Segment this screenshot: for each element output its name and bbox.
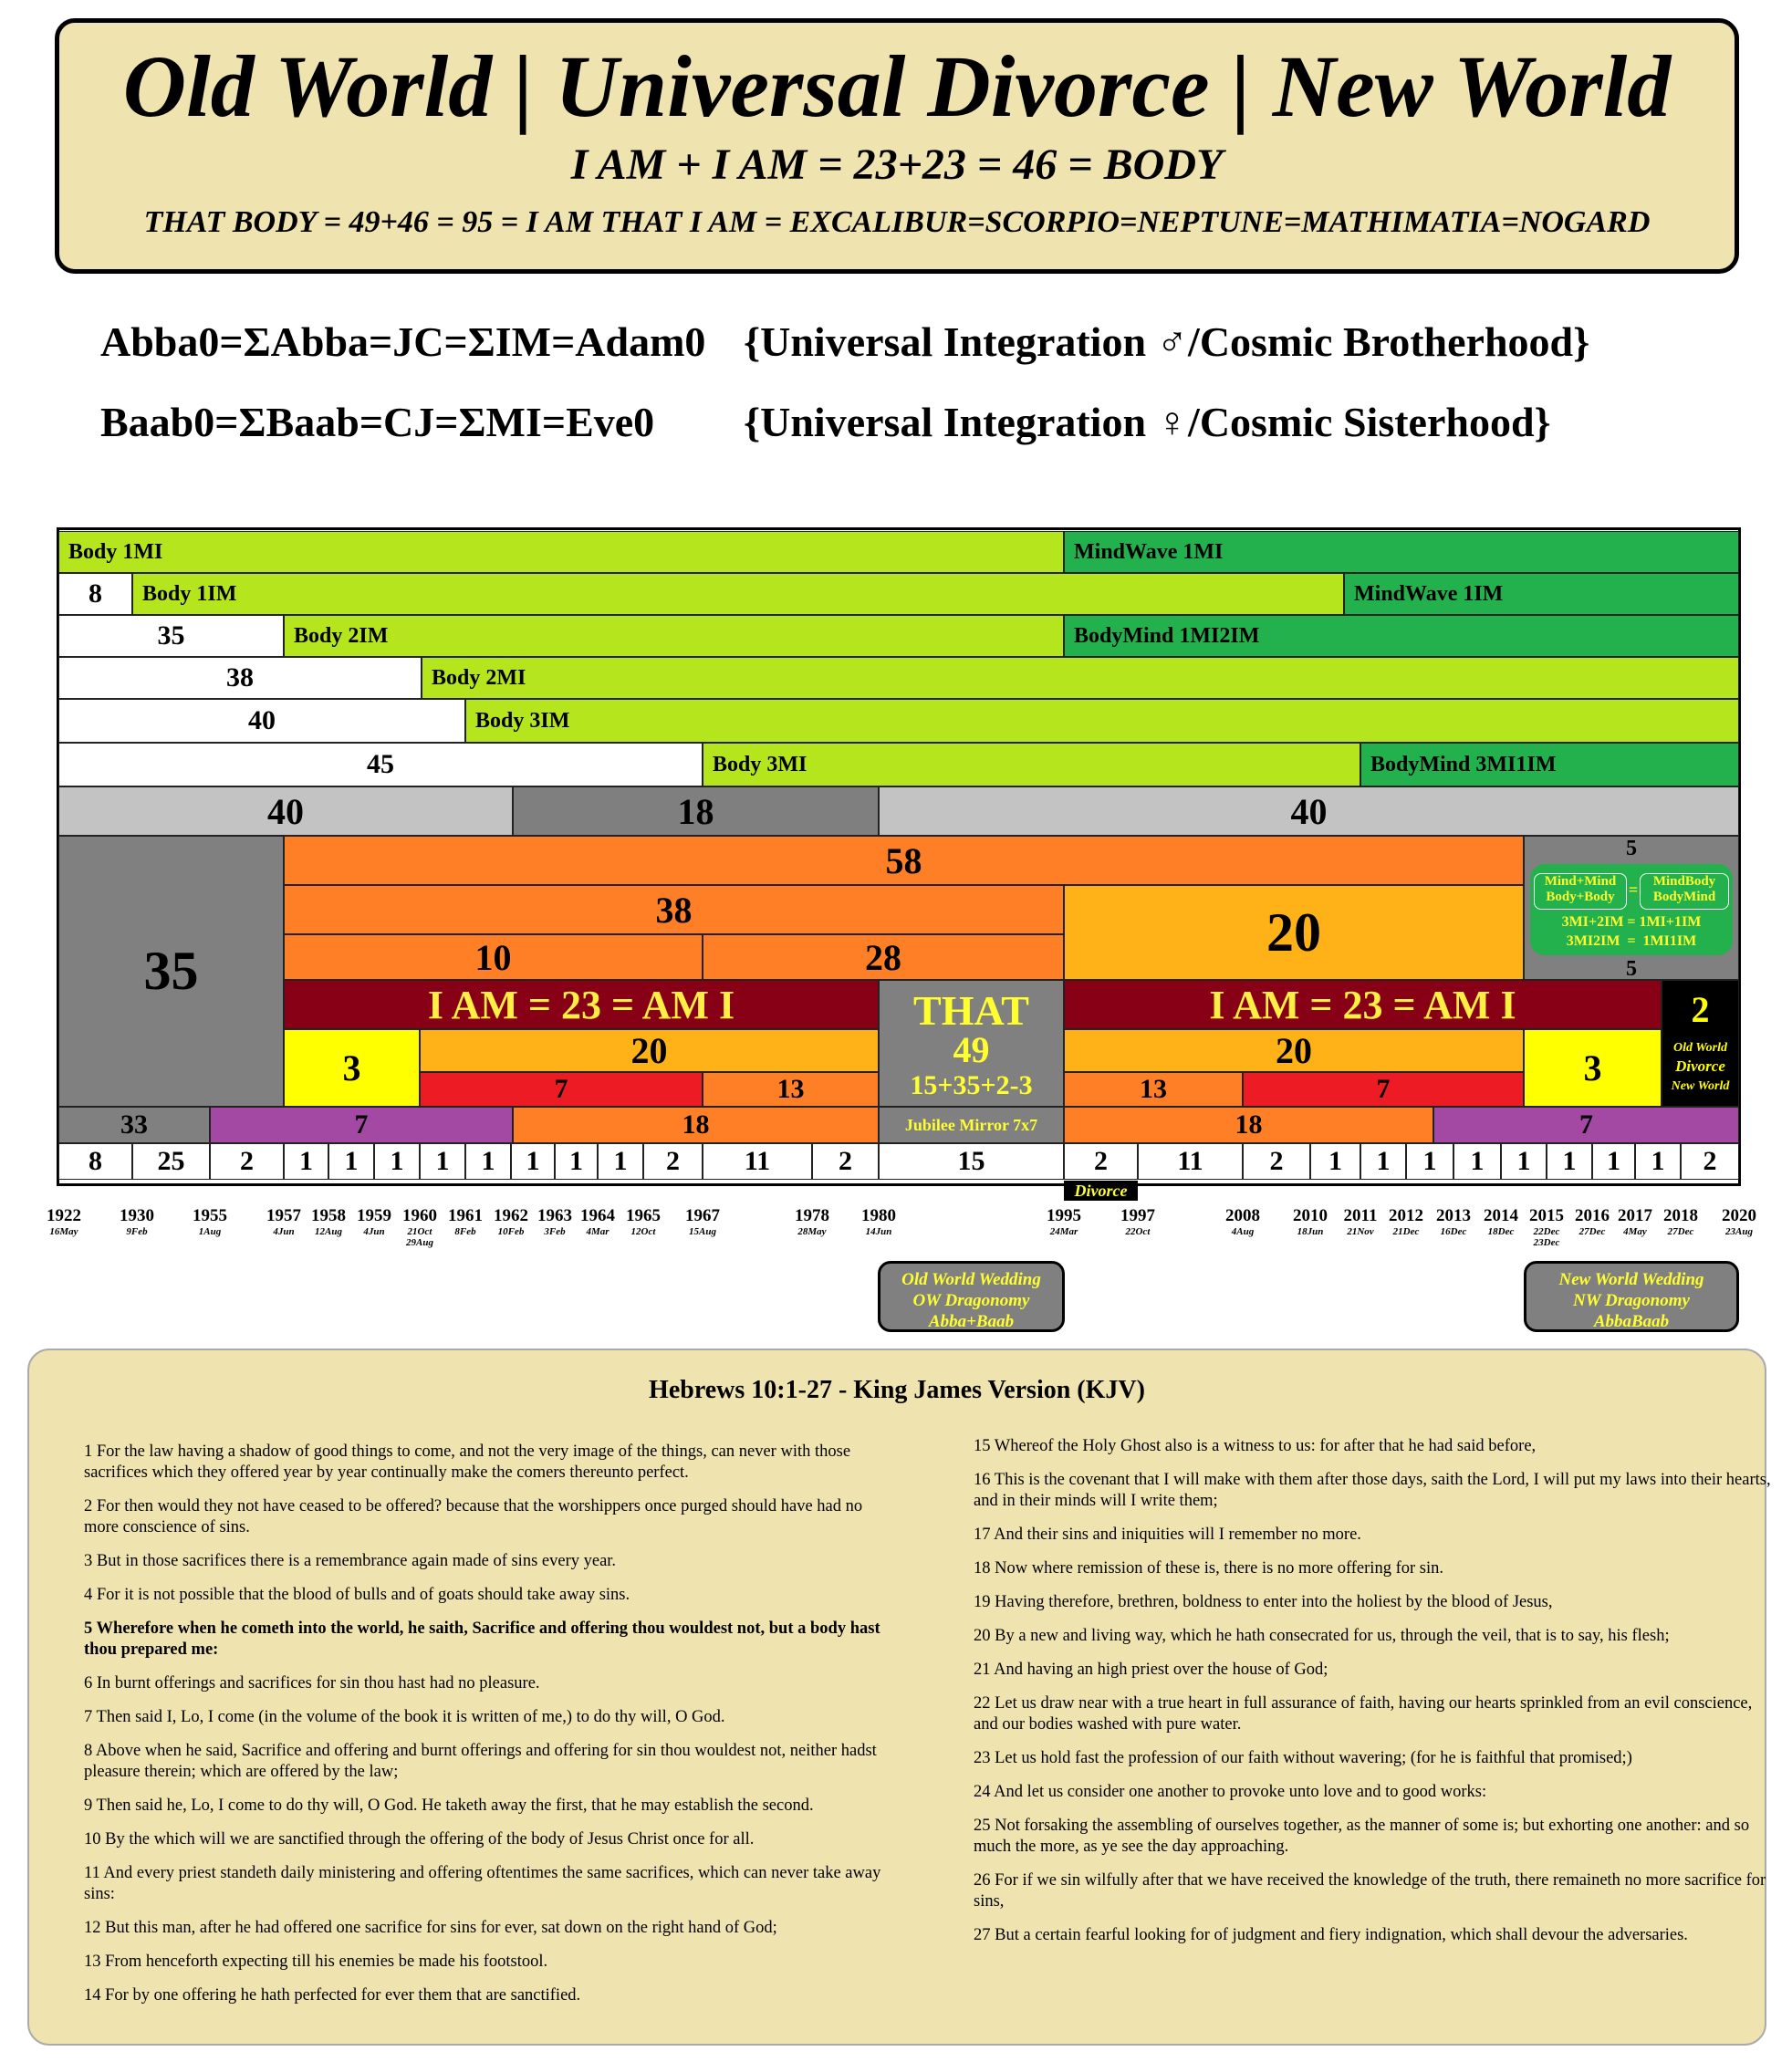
date-day: 23Aug <box>1725 1226 1753 1237</box>
old-wedding-line3: Abba+Baab <box>928 1312 1015 1331</box>
date-day: 14Jun <box>865 1226 892 1237</box>
verse: 5 Wherefore when he cometh into the world, he saith, Sacrifice and offering thou wouldest not, but a body hast thou prepared me: <box>84 1619 880 1659</box>
date-day: 27Dec <box>1667 1226 1694 1237</box>
interval-cell: 1 <box>328 1143 374 1180</box>
date-year: 1978 <box>795 1206 829 1225</box>
date-day: 4Jun <box>273 1226 295 1237</box>
timeline-date <box>666 1206 739 1237</box>
span-3-right: 3 <box>1524 1029 1662 1107</box>
date-year: 1980 <box>861 1206 896 1225</box>
interval-cell: 1 <box>555 1143 598 1180</box>
verse: 4 For it is not possible that the blood of bulls and of goats should take away sins. <box>84 1586 630 1604</box>
date-day: 4Aug <box>1231 1226 1255 1237</box>
new-wedding-line2: NW Dragonomy <box>1573 1291 1690 1310</box>
divorce-box <box>1662 980 1739 1107</box>
span-7-right: 7 <box>1243 1072 1524 1107</box>
row5-offset: 40 <box>58 699 465 743</box>
scripture-left-column <box>84 1442 887 2019</box>
page-title: Old World | Universal Divorce | New World <box>122 37 1672 135</box>
date-day: 22Oct <box>1125 1226 1151 1237</box>
interval-cell: 11 <box>703 1143 812 1180</box>
span-18-left: 18 <box>513 1107 879 1143</box>
verse: 27 But a certain fearful looking for of judgment and fiery indignation, which shall devour the adversaries. <box>974 1926 1688 1944</box>
date-year: 1995 <box>1047 1206 1081 1225</box>
verse: 11 And every priest standeth daily ministering and offering oftentimes the same sacrifices, which can never take away sins: <box>84 1864 881 1903</box>
interval-cell: 1 <box>1501 1143 1547 1180</box>
date-day: 27Dec <box>1578 1226 1606 1237</box>
verse: 2 For then would they not have ceased to be offered? because that the worshippers once purged should have had no more conscience of sins. <box>84 1497 863 1536</box>
verse: 16 This is the covenant that I will make with them after those days, saith the Lord, I will put my laws into their hearts, and in their minds will I write them; <box>974 1471 1771 1510</box>
date-day: 4May <box>1623 1226 1647 1237</box>
span-38: 38 <box>284 885 1064 934</box>
old-wedding-line2: OW Dragonomy <box>912 1291 1030 1310</box>
timeline-date <box>1101 1206 1174 1237</box>
new-world-wedding-box <box>1524 1261 1739 1332</box>
date-year: 1964 <box>580 1206 615 1225</box>
interval-cell: 1 <box>1310 1143 1360 1180</box>
date-day: 18Jun <box>1297 1226 1324 1237</box>
span-40-right: 40 <box>879 786 1739 836</box>
date-year: 2012 <box>1389 1206 1423 1225</box>
interval-cell: 1 <box>1547 1143 1592 1180</box>
five-bottom: 5 <box>1626 957 1637 980</box>
formula-brotherhood: {Universal Integration ♂/Cosmic Brotherhood} <box>744 318 1590 365</box>
interval-cell: 2 <box>210 1143 284 1180</box>
date-year: 2010 <box>1293 1206 1328 1225</box>
date-day: 4Mar <box>586 1226 609 1237</box>
mind-body-box <box>1530 864 1733 955</box>
date-day: 10Feb <box>497 1226 525 1237</box>
date-year: 1997 <box>1120 1206 1155 1225</box>
timeline-date <box>27 1206 100 1237</box>
date-year: 1967 <box>685 1206 720 1225</box>
body-2im-bar: Body 2IM <box>284 615 1064 657</box>
date-year: 2015 <box>1529 1206 1564 1225</box>
verse: 14 For by one offering he hath perfected for ever them that are sanctified. <box>84 1986 581 2005</box>
that-49: 49 <box>953 1029 990 1070</box>
date-year: 1930 <box>120 1206 154 1225</box>
verse: 17 And their sins and iniquities will I remember no more. <box>974 1526 1361 1544</box>
bodymind-3mi1im-bar: BodyMind 3MI1IM <box>1360 743 1739 786</box>
span-18-middle: 18 <box>513 786 879 836</box>
interval-cell: 1 <box>511 1143 555 1180</box>
timeline-date <box>842 1206 915 1237</box>
date-year: 1960 <box>402 1206 437 1225</box>
verse: 6 In burnt offerings and sacrifices for sin thou hast had no pleasure. <box>84 1674 540 1692</box>
divorce-label: Divorce <box>1675 1057 1725 1075</box>
span-20-right: 20 <box>1064 1029 1524 1072</box>
date-day: 21Oct 29Aug <box>406 1226 433 1248</box>
span-7-purple-left: 7 <box>210 1107 513 1143</box>
verse: 13 From henceforth expecting till his enemies be made his footstool. <box>84 1953 548 1971</box>
date-year: 1961 <box>448 1206 483 1225</box>
interval-cell: 1 <box>598 1143 643 1180</box>
date-day: 16Dec <box>1440 1226 1467 1237</box>
interval-cell: 15 <box>879 1143 1064 1180</box>
subtitle-equation-long: THAT BODY = 49+46 = 95 = I AM THAT I AM = EXCALIBUR=SCORPIO=NEPTUNE=MATHIMATIA=NOGARD <box>143 205 1651 239</box>
interval-cell: 2 <box>812 1143 879 1180</box>
formula-baab: Baab0=ΣBaab=CJ=ΣMI=Eve0 <box>100 399 655 445</box>
old-world-label: Old World <box>1673 1041 1727 1055</box>
interval-cell: 1 <box>1406 1143 1453 1180</box>
span-3-left: 3 <box>284 1029 420 1107</box>
scripture-title: Hebrews 10:1-27 - King James Version (KJV) <box>649 1376 1145 1404</box>
bodymind-1mi2im-bar: BodyMind 1MI2IM <box>1064 615 1739 657</box>
timeline-date <box>173 1206 246 1237</box>
date-day: 28May <box>797 1226 827 1237</box>
span-40-left: 40 <box>58 786 513 836</box>
jubilee-mirror: Jubilee Mirror 7x7 <box>879 1107 1064 1143</box>
date-day: 3Feb <box>544 1226 566 1237</box>
row3-offset: 35 <box>58 615 284 657</box>
date-year: 1958 <box>311 1206 346 1225</box>
verse: 19 Having therefore, brethren, boldness to enter into the holiest by the blood of Jesus, <box>974 1593 1553 1611</box>
date-day: 15Aug <box>689 1226 716 1237</box>
timeline-date <box>776 1206 849 1237</box>
date-year: 1957 <box>266 1206 301 1225</box>
scripture-right-column <box>974 1436 1776 1959</box>
timeline-date <box>1206 1206 1279 1237</box>
that-sum: 15+35+2-3 <box>910 1070 1033 1100</box>
date-day: 21Nov <box>1347 1226 1374 1237</box>
row2-offset: 8 <box>58 573 132 615</box>
mindbody-bodymind: MindBody BodyMind <box>1640 873 1729 910</box>
new-wedding-line3: AbbaBaab <box>1593 1312 1670 1331</box>
span-7-purple-right: 7 <box>1433 1107 1739 1143</box>
verse: 8 Above when he said, Sacrifice and offering and burnt offerings and offering for sin thou wouldest not, neither hadst pleasure therein; which are offered by the law; <box>84 1742 877 1781</box>
mindwave-1mi-bar: MindWave 1MI <box>1064 531 1739 573</box>
interval-cell: 1 <box>1360 1143 1406 1180</box>
span-13-left: 13 <box>703 1072 879 1107</box>
body-3mi-bar: Body 3MI <box>703 743 1360 786</box>
equation-line-1: 3MI+2IM = 1MI+1IM <box>1561 914 1702 930</box>
row6-offset: 45 <box>58 743 703 786</box>
verse: 7 Then said I, Lo, I come (in the volume of the book it is written of me,) to do thy will, O God. <box>84 1708 725 1726</box>
date-day: 22Dec 23Dec <box>1533 1226 1560 1248</box>
date-day: 1Aug <box>198 1226 222 1237</box>
new-wedding-line1: New World Wedding <box>1558 1270 1704 1289</box>
formula-line-male <box>100 318 1590 366</box>
interval-cell: 1 <box>1453 1143 1501 1180</box>
verse: 3 But in those sacrifices there is a remembrance again made of sins every year. <box>84 1552 617 1570</box>
span-58: 58 <box>284 836 1524 885</box>
span-10: 10 <box>284 934 703 980</box>
interval-cell: 2 <box>643 1143 703 1180</box>
interval-cell: 2 <box>1243 1143 1310 1180</box>
verse: 1 For the law having a shadow of good things to come, and not the very image of the things, can never with those sacrifices which they offered year by year continually make the comers thereunto perfect. <box>84 1442 851 1482</box>
interval-cell: 25 <box>132 1143 210 1180</box>
that-49-block <box>879 980 1064 1107</box>
verse: 23 Let us hold fast the profession of our faith without wavering; (for he is faithful that promised;) <box>974 1749 1632 1767</box>
formula-line-female <box>100 398 1551 446</box>
body-1mi-bar: Body 1MI <box>58 531 1064 573</box>
formula-abba: Abba0=ΣAbba=JC=ΣIM=Adam0 <box>100 318 706 365</box>
interval-cell: 1 <box>465 1143 511 1180</box>
interval-cell: 1 <box>420 1143 465 1180</box>
equation-line-2: 3MI2IM = 1MI1IM <box>1566 933 1697 949</box>
mindwave-1im-bar: MindWave 1IM <box>1344 573 1739 615</box>
date-day: 9Feb <box>126 1226 148 1237</box>
date-day: 12Oct <box>630 1226 656 1237</box>
body-3im-bar: Body 3IM <box>465 699 1739 743</box>
date-day: 4Jun <box>363 1226 385 1237</box>
date-day: 24Mar <box>1049 1226 1078 1237</box>
date-day: 21Dec <box>1392 1226 1420 1237</box>
span-18-right: 18 <box>1064 1107 1433 1143</box>
divorce-tag: Divorce <box>1064 1181 1138 1201</box>
verse: 9 Then said he, Lo, I come to do thy will, O God. He taketh away the first, that he may establish the second. <box>84 1796 814 1815</box>
date-year: 1962 <box>494 1206 528 1225</box>
interval-cell: 11 <box>1138 1143 1243 1180</box>
date-year: 1922 <box>47 1206 81 1225</box>
interval-cell: 1 <box>284 1143 328 1180</box>
date-year: 2020 <box>1722 1206 1756 1225</box>
date-day: 16May <box>49 1226 78 1237</box>
body-1im-bar: Body 1IM <box>132 573 1344 615</box>
i-am-23-right: I AM = 23 = AM I <box>1064 980 1662 1029</box>
interval-cell: 1 <box>374 1143 420 1180</box>
equals-sign: = <box>1628 880 1639 899</box>
date-year: 2018 <box>1663 1206 1698 1225</box>
date-year: 2013 <box>1436 1206 1471 1225</box>
title-banner <box>55 18 1739 274</box>
span-7-left: 7 <box>420 1072 703 1107</box>
date-year: 2016 <box>1575 1206 1610 1225</box>
verse: 20 By a new and living way, which he hath consecrated for us, through the veil, that is to say, his flesh; <box>974 1627 1670 1645</box>
date-day: 12Aug <box>315 1226 342 1237</box>
verse: 21 And having an high priest over the house of God; <box>974 1661 1328 1679</box>
body-2mi-bar: Body 2MI <box>422 657 1739 699</box>
scripture-panel <box>27 1349 1771 2046</box>
verse: 22 Let us draw near with a true heart in full assurance of faith, having our hearts sprinkled from an evil conscience, and our bodies washed with pure water. <box>974 1694 1753 1734</box>
span-33: 33 <box>58 1107 210 1143</box>
span-28: 28 <box>703 934 1064 980</box>
five-top: 5 <box>1626 837 1637 860</box>
verse: 10 By the which will we are sanctified through the offering of the body of Jesus Christ once for all. <box>84 1830 755 1849</box>
formula-sisterhood: {Universal Integration ♀/Cosmic Sisterhood} <box>744 399 1551 445</box>
verse: 12 But this man, after he had offered one sacrifice for sins for ever, sat down on the right hand of God; <box>84 1919 777 1937</box>
verse: 25 Not forsaking the assembling of ourselves together, as the manner of some is; but exhorting one another: and so much the more, as ye see the day approaching. <box>974 1817 1750 1856</box>
interval-cell: 1 <box>1635 1143 1681 1180</box>
date-day: 18Dec <box>1487 1226 1515 1237</box>
new-world-label: New World <box>1671 1079 1730 1093</box>
verse: 24 And let us consider one another to provoke unto love and to good works: <box>974 1783 1487 1801</box>
timeline-date <box>100 1206 173 1237</box>
interval-cell: 8 <box>58 1143 132 1180</box>
date-year: 2011 <box>1343 1206 1378 1225</box>
date-day: 8Feb <box>454 1226 476 1237</box>
interval-cell: 2 <box>1681 1143 1739 1180</box>
span-20-large: 20 <box>1064 885 1524 980</box>
interval-cell: 2 <box>1064 1143 1138 1180</box>
old-wedding-line1: Old World Wedding <box>901 1270 1041 1289</box>
old-world-wedding-box <box>878 1261 1065 1332</box>
timeline-date <box>1027 1206 1100 1237</box>
timeline-date <box>1703 1206 1776 1237</box>
row4-offset: 38 <box>58 657 422 699</box>
i-am-23-left: I AM = 23 = AM I <box>284 980 879 1029</box>
two-label: 2 <box>1691 989 1710 1030</box>
span-20-left: 20 <box>420 1029 879 1072</box>
date-year: 1955 <box>193 1206 227 1225</box>
span-13-right: 13 <box>1064 1072 1243 1107</box>
verse: 18 Now where remission of these is, there is no more offering for sin. <box>974 1559 1443 1578</box>
mind-plus-mind: Mind+Mind Body+Body <box>1534 873 1627 910</box>
verse: 26 For if we sin wilfully after that we have received the knowledge of the truth, there remaineth no more sacrifice for sins, <box>974 1871 1766 1911</box>
date-year: 2008 <box>1225 1206 1260 1225</box>
date-year: 2017 <box>1618 1206 1652 1225</box>
date-year: 1963 <box>537 1206 572 1225</box>
date-year: 2014 <box>1484 1206 1518 1225</box>
span-35-block: 35 <box>58 836 284 1107</box>
date-year: 1965 <box>626 1206 661 1225</box>
that-label: THAT <box>913 987 1029 1034</box>
subtitle-equation: I AM + I AM = 23+23 = 46 = BODY <box>570 141 1224 189</box>
mind-body-panel <box>1524 836 1739 980</box>
date-year: 1959 <box>357 1206 391 1225</box>
verse: 15 Whereof the Holy Ghost also is a witness to us: for after that he had said before, <box>974 1437 1537 1455</box>
interval-cell: 1 <box>1592 1143 1635 1180</box>
